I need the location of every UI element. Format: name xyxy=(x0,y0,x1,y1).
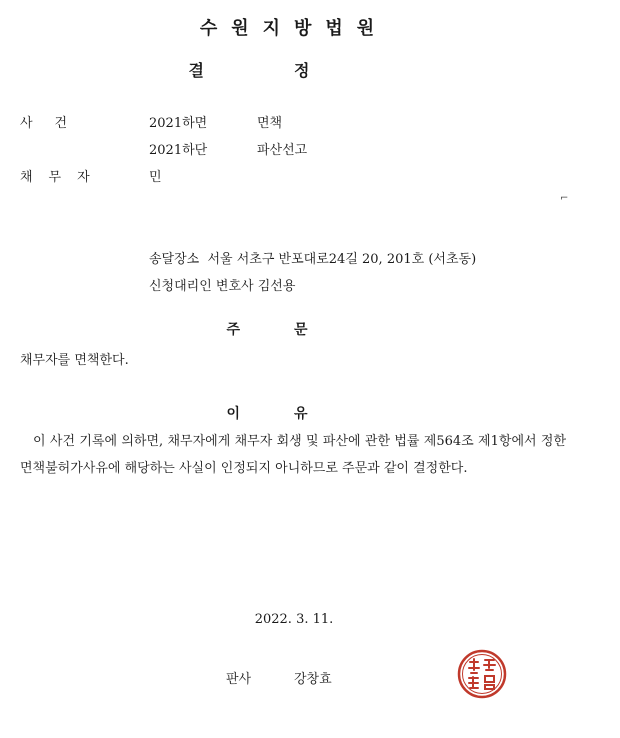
case-label: 사건 xyxy=(20,116,90,131)
order-text: 채무자를 면책한다. xyxy=(20,353,129,368)
case-number-1: 2021하면 xyxy=(149,116,208,131)
court-name: 수원지방법원 xyxy=(199,18,389,39)
reason-text: 이 사건 기록에 의하면, 채무자에게 채무자 회생 및 파산에 관한 법률 제564조 제1항에서 정한 면책불허가사유에 해당하는 사실이 인정되지 아니하므로 주문과 같이 결정한다. xyxy=(20,434,566,476)
debtor-label: 채무자 xyxy=(20,170,106,185)
reason-heading: 이유 xyxy=(226,406,362,422)
case-name-1: 면책 xyxy=(257,116,283,131)
judge-name: 강창효 xyxy=(294,672,332,687)
decision-date: 2022. 3. 11. xyxy=(254,612,334,627)
judge-title: 판사 xyxy=(226,672,252,687)
order-heading: 주문 xyxy=(226,322,362,338)
case-number-2: 2021하단 xyxy=(149,143,208,158)
service-address: 송달장소 서울 서초구 반포대로24길 20, 201호 (서초동) xyxy=(149,252,477,267)
margin-mark: ⌐ xyxy=(560,193,569,204)
applicant-agent: 신청대리인 변호사 김선용 xyxy=(149,279,296,294)
debtor-name: 민 xyxy=(149,170,162,185)
judge-seal-icon xyxy=(456,648,508,700)
document-title: 결정 xyxy=(188,61,400,80)
case-name-2: 파산선고 xyxy=(257,143,308,158)
